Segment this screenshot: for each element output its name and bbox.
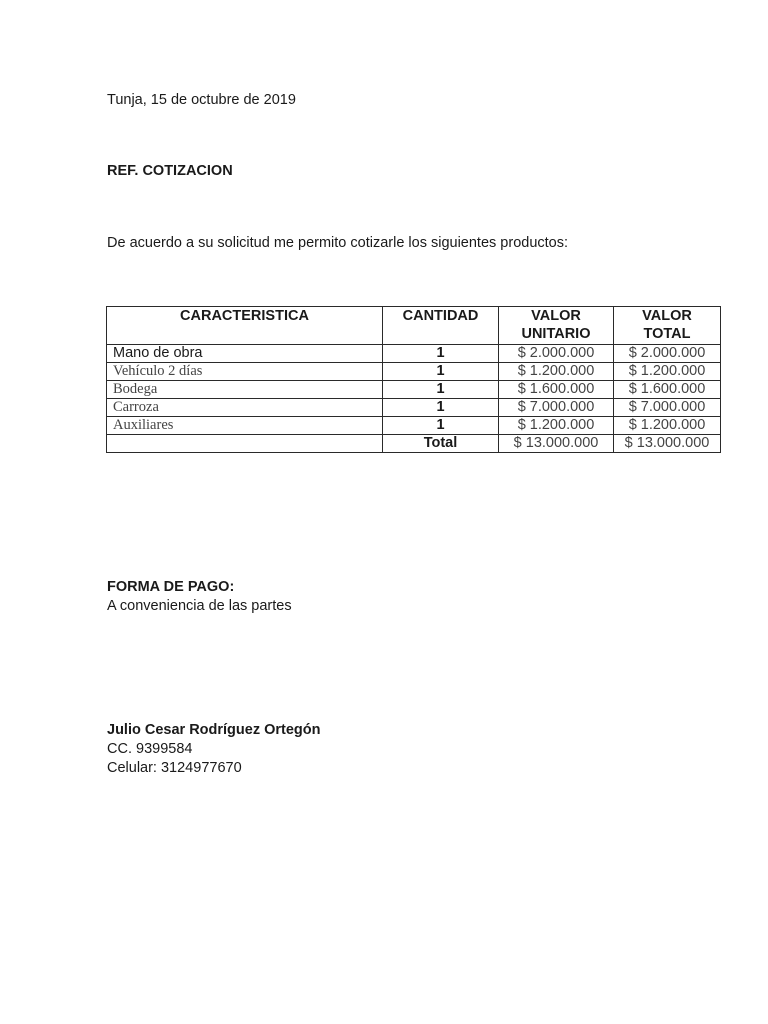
- row-description: Auxiliares: [107, 417, 383, 435]
- table-row: [107, 345, 721, 363]
- table-row: [107, 363, 721, 381]
- payment-text: A conveniencia de las partes: [107, 598, 292, 614]
- table-row: [107, 381, 721, 399]
- row-total-value: $ 1.600.000: [614, 381, 721, 399]
- header-cantidad: CANTIDAD: [383, 307, 499, 345]
- table-header-row: [107, 307, 721, 345]
- quotation-table: [106, 306, 721, 453]
- row-unit-value: $ 1.200.000: [499, 417, 614, 435]
- header-caracteristica: CARACTERISTICA: [107, 307, 383, 345]
- signer-id: CC. 9399584: [107, 741, 193, 757]
- header-valor-total: VALOR TOTAL: [614, 307, 721, 345]
- row-total-value: $ 1.200.000: [614, 417, 721, 435]
- row-unit-value: $ 1.600.000: [499, 381, 614, 399]
- total-row-empty-cell: [107, 435, 383, 453]
- row-description: Mano de obra: [107, 345, 383, 363]
- table-row: [107, 417, 721, 435]
- row-unit-value: $ 7.000.000: [499, 399, 614, 417]
- date-line: Tunja, 15 de octubre de 2019: [107, 92, 296, 108]
- row-quantity: 1: [383, 417, 499, 435]
- row-unit-value: $ 2.000.000: [499, 345, 614, 363]
- table-total-row: [107, 435, 721, 453]
- row-description: Vehículo 2 días: [107, 363, 383, 381]
- row-total-value: $ 7.000.000: [614, 399, 721, 417]
- row-unit-value: $ 1.200.000: [499, 363, 614, 381]
- row-total-value: $ 2.000.000: [614, 345, 721, 363]
- signature-section: [107, 721, 321, 778]
- table-row: [107, 399, 721, 417]
- total-unit-value: $ 13.000.000: [499, 435, 614, 453]
- intro-paragraph: De acuerdo a su solicitud me permito cotizarle los siguientes productos:: [107, 235, 569, 251]
- row-quantity: 1: [383, 363, 499, 381]
- signer-name: Julio Cesar Rodríguez Ortegón: [107, 722, 321, 738]
- payment-section: [107, 578, 292, 616]
- payment-title: FORMA DE PAGO:: [107, 579, 235, 595]
- reference-title: REF. COTIZACION: [107, 163, 233, 179]
- total-total-value: $ 13.000.000: [614, 435, 721, 453]
- header-valor-unitario: VALOR UNITARIO: [499, 307, 614, 345]
- signer-phone: Celular: 3124977670: [107, 760, 242, 776]
- row-quantity: 1: [383, 381, 499, 399]
- row-total-value: $ 1.200.000: [614, 363, 721, 381]
- row-description: Carroza: [107, 399, 383, 417]
- row-quantity: 1: [383, 345, 499, 363]
- total-label: Total: [383, 435, 499, 453]
- row-description: Bodega: [107, 381, 383, 399]
- row-quantity: 1: [383, 399, 499, 417]
